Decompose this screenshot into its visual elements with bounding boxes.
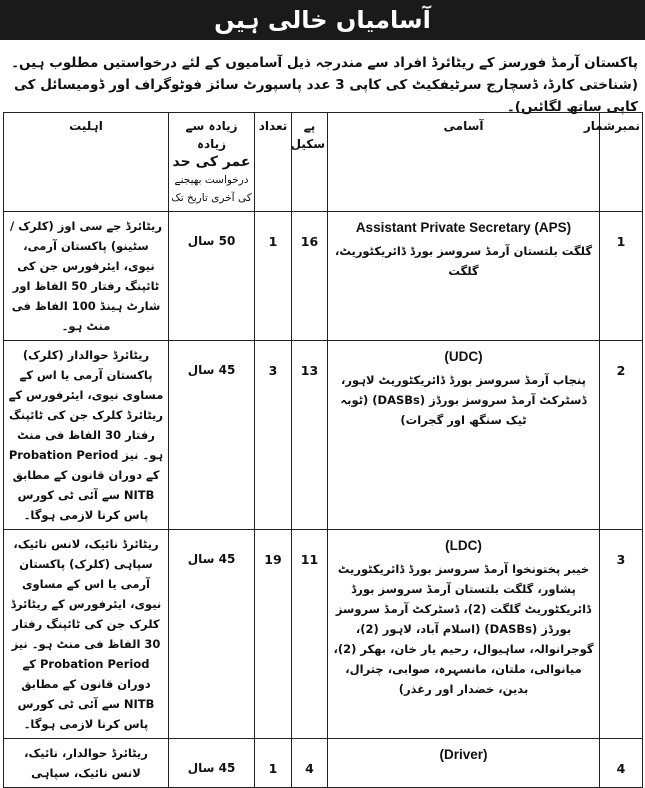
table-row (4, 739, 643, 788)
intro-paragraph: پاکستان آرمڈ فورسز کے ریٹائرڈ افراد سے مندرجہ ذیل آسامیوں کے لئے درخواستیں مطلوب ہیں۔ (شناختی کارڈ، ڈسچارج سرٹیفکیٹ کی کاپی 3 عدد پاسپورٹ سائز فوٹوگراف اور ڈومیسائل کی کاپی ساتھ لگائیں)۔ (11, 55, 638, 115)
row-qualification: ریٹائرڈ حوالدار (کلرک) پاکستان آرمی یا اس کے مساوی نیوی، ایئرفورس کے ریٹائرڈ کلرک جن کی ٹائپنگ رفتار 30 الفاظ فی منٹ ہو۔ نیز Probation Period کے دوران قانون کے مطابق NITB سے آئی ٹی کورس پاس کرنا لازمی ہوگا۔ (4, 341, 169, 530)
vacancies-table (3, 112, 643, 788)
age-header-note: درخواست بھیجنے کی آخری تاریخ تک (171, 174, 252, 204)
row-serial: 4 (600, 739, 643, 788)
row-post (328, 739, 600, 788)
row-qualification: ریٹائرڈ نائیک، لانس نائیک، سپاہی (کلرک) پاکستان آرمی یا اس کے مساوی نیوی، ایئرفورس کے ریٹائرڈ کلرک جن کی ٹائپنگ رفتار 30 الفاظ فی منٹ ہو۔ نیز Probation Period کے دوران قانون کے مطابق NITB سے آئی ٹی کورس پاس کرنا لازمی ہوگا۔ (4, 530, 169, 739)
post-location: خیبر پختونخوا آرمڈ سروسز بورڈ ڈائریکٹوریٹ پشاور، گلگت بلتستان آرمڈ سروسز بورڈ ڈائریکٹوریٹ گلگت (2)، ڈسٹرکٹ آرمڈ سروسز بورڈز (DASBs) (اسلام آباد، لاہور (2)، گوجرانوالہ، ساہیوال، رحیم یار خان، بھکر (2)، میانوالی، ملتان، مانسہرہ، صوابی، چترال، بدین، خضدار اور رغذر) (333, 562, 594, 696)
row-count: 19 (255, 530, 292, 739)
row-post (328, 530, 600, 739)
age-header-top: زیادہ سے زیادہ (185, 119, 238, 151)
header-age-limit (169, 113, 255, 212)
row-serial: 3 (600, 530, 643, 739)
row-bps: 11 (292, 530, 328, 739)
table-row (4, 530, 643, 739)
row-age-limit: 50 سال (169, 212, 255, 341)
header-qualification: اہلیت (4, 113, 169, 212)
row-age-limit: 45 سال (169, 739, 255, 788)
post-location: گلگت بلتستان آرمڈ سروسز بورڈ ڈائریکٹوریٹ، گلگت (334, 244, 593, 278)
post-title-en: (LDC) (445, 538, 482, 553)
row-count: 3 (255, 341, 292, 530)
page-title: آسامیاں خالی ہیں (0, 0, 645, 40)
age-header-main: عمر کی حد (172, 154, 251, 170)
row-bps: 13 (292, 341, 328, 530)
table-row (4, 341, 643, 530)
row-post (328, 341, 600, 530)
row-age-limit: 45 سال (169, 530, 255, 739)
row-bps: 16 (292, 212, 328, 341)
header-count: تعداد (255, 113, 292, 212)
post-title-en: (Driver) (439, 747, 488, 762)
row-age-limit: 45 سال (169, 341, 255, 530)
row-qualification: ریٹائرڈ جے سی اوز (کلرک / سٹینو) پاکستان آرمی، نیوی، ایئرفورس جن کی ٹائپنگ رفتار 50 الفاظ اور شارٹ ہینڈ 100 الفاظ فی منٹ ہو۔ (4, 212, 169, 341)
row-serial: 2 (600, 341, 643, 530)
row-qualification: ریٹائرڈ حوالدار، نائیک، لانس نائیک، سپاہی (4, 739, 169, 788)
header-bps: پے سکیل (292, 113, 328, 212)
table-row (4, 212, 643, 341)
header-post: آسامی (328, 113, 600, 212)
row-serial: 1 (600, 212, 643, 341)
row-count: 1 (255, 739, 292, 788)
header-serial: نمبرشمار (600, 113, 643, 212)
post-title-en: Assistant Private Secretary (APS) (355, 220, 572, 235)
post-location: پنجاب آرمڈ سروسز بورڈ ڈائریکٹوریٹ لاہور، ڈسٹرکٹ آرمڈ سروسز بورڈز (DASBs) (ٹوبہ ٹیک سنگھ اور گجرات) (340, 373, 587, 427)
row-post (328, 212, 600, 341)
table-header-row (4, 113, 643, 212)
row-count: 1 (255, 212, 292, 341)
post-title-en: (UDC) (444, 349, 483, 364)
row-bps: 4 (292, 739, 328, 788)
